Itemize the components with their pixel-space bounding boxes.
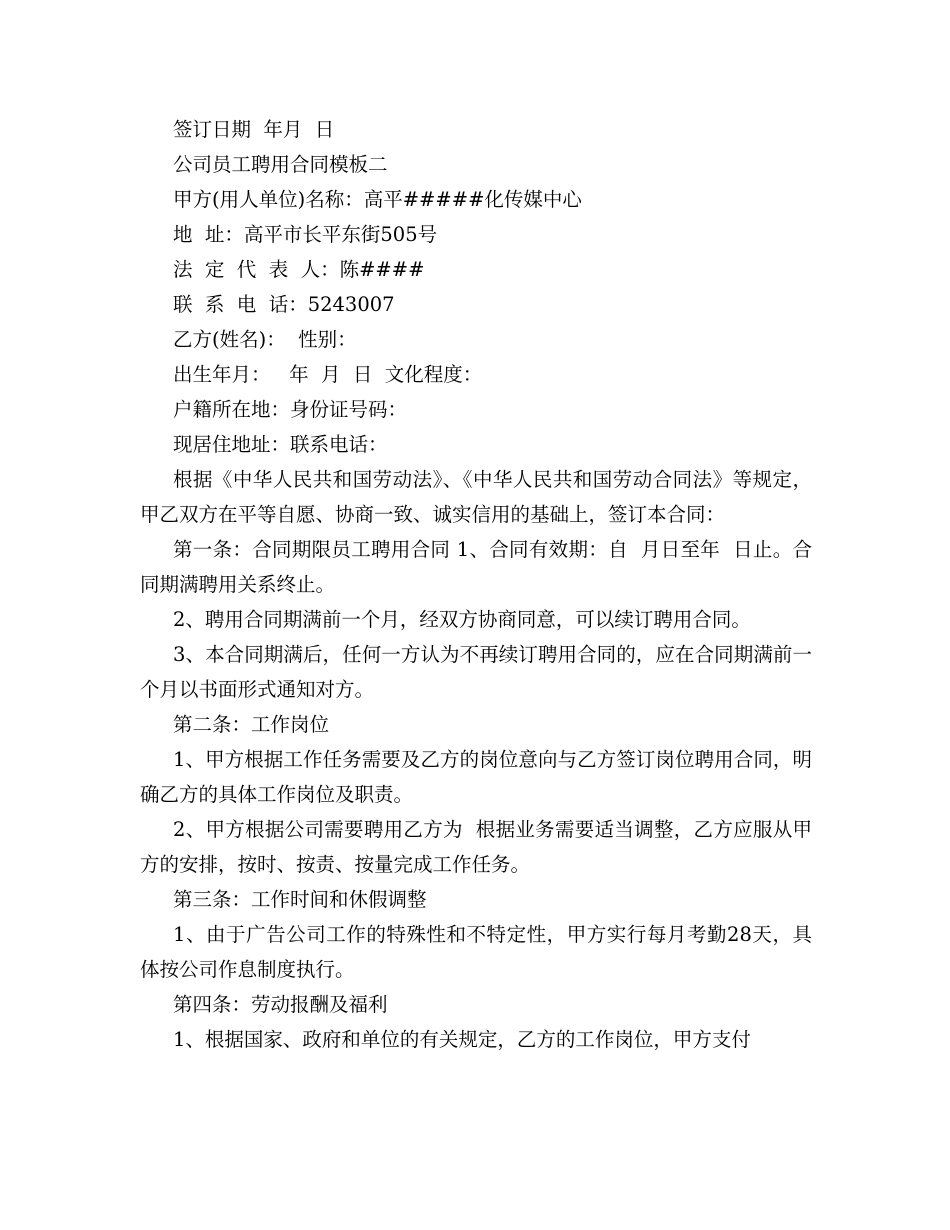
contract-title: 公司员工聘用合同模板二 xyxy=(173,153,388,176)
party-b-name-gender: 乙方(姓名)： 性别： xyxy=(173,328,357,351)
party-a-phone: 联 系 电 话：5243007 xyxy=(173,293,395,316)
article-4-heading: 第四条：劳动报酬及福利 xyxy=(173,993,388,1016)
preamble-paragraph: 根据《中华人民共和国劳动法》、《中华人民共和国劳动合同法》等规定，甲乙双方在平等自愿、协商一致、诚实信用的基础上，签订本合同： xyxy=(140,468,812,526)
article-1-clause-2: 2、聘用合同期满前一个月，经双方协商同意，可以续订聘用合同。 xyxy=(173,608,751,631)
document-body xyxy=(140,112,812,1057)
article-2-clause-1: 1、甲方根据工作任务需要及乙方的岗位意向与乙方签订岗位聘用合同，明确乙方的具体工作岗位及职责。 xyxy=(140,748,812,806)
article-2-clause-2: 2、甲方根据公司需要聘用乙方为 根据业务需要适当调整，乙方应服从甲方的安排，按时、按责、按量完成工作任务。 xyxy=(140,818,812,876)
party-a-legal-representative: 法 定 代 表 人：陈#### xyxy=(173,258,425,281)
article-3-clause-1: 1、由于广告公司工作的特殊性和不特定性，甲方实行每月考勤28天，具体按公司作息制度执行。 xyxy=(140,923,812,981)
article-2-heading: 第二条：工作岗位 xyxy=(173,713,330,736)
article-3-heading: 第三条：工作时间和休假调整 xyxy=(173,888,427,911)
party-a-address: 地 址：高平市长平东街505号 xyxy=(173,223,438,246)
article-1-clause-3: 3、本合同期满后，任何一方认为不再续订聘用合同的，应在合同期满前一个月以书面形式通知对方。 xyxy=(140,643,812,701)
party-a-name: 甲方(用人单位)名称：高平#####化传媒中心 xyxy=(173,188,582,211)
party-b-birth-education: 出生年月： 年 月 日 文化程度： xyxy=(173,363,483,386)
party-b-address-phone: 现居住地址：联系电话： xyxy=(173,433,388,456)
article-1-term: 第一条：合同期限员工聘用合同 1、合同有效期：自 月日至年 日止。合同期满聘用关系终止。 xyxy=(140,538,812,596)
party-b-household-id: 户籍所在地：身份证号码： xyxy=(173,398,408,421)
signing-date-line: 签订日期 年月 日 xyxy=(173,118,335,141)
article-4-clause-1: 1、根据国家、政府和单位的有关规定，乙方的工作岗位，甲方支付 xyxy=(173,1028,751,1051)
